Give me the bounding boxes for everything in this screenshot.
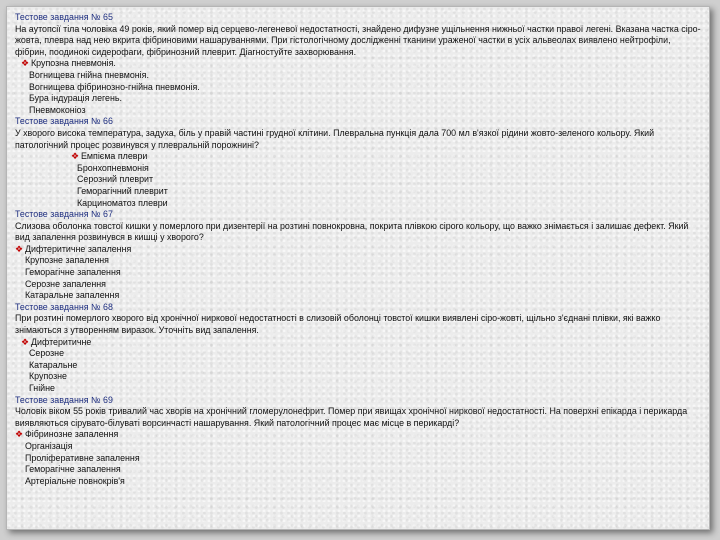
question-body: Чоловік віком 55 років тривалий час хворів на хронічний гломерулонефрит. Помер при явищах хронічної ниркової недостатності. На поверхні епікарда і перикарда виявляються сірувато-білуваті ворсинчасті нашарування. Який патологічний процес має місце в перикарді? [15, 406, 688, 428]
slide [6, 6, 710, 530]
answer-option-correct: ❖ Емпієма плеври [71, 151, 148, 162]
answer-option: Артеріальне повнокрів'я [25, 475, 125, 486]
answer-option: Геморагічне запалення [25, 267, 121, 278]
answer-option: Серозне [29, 348, 65, 359]
answer-option: Карциноматоз плеври [77, 197, 168, 208]
answer-option-correct: ❖ Крупозна пневмонія. [21, 58, 116, 69]
question-title: Тестове завдання № 69 [15, 394, 113, 405]
diamond-bullet-icon: ❖ [15, 429, 24, 440]
question-title: Тестове завдання № 68 [15, 301, 113, 312]
question-title: Тестове завдання № 65 [15, 12, 113, 22]
question-title: Тестове завдання № 66 [15, 116, 113, 127]
diamond-bullet-icon: ❖ [21, 336, 30, 347]
answer-option: Вогнищева гнійна пневмонія. [29, 69, 149, 80]
diamond-bullet-icon: ❖ [71, 151, 80, 162]
answer-option: Серозний плеврит [77, 174, 154, 185]
answer-option: Крупозне [29, 371, 67, 382]
answer-option-correct: ❖ Фібринозне запалення [15, 429, 119, 440]
question-title: Тестове завдання № 67 [15, 209, 113, 220]
answer-option: Катаральне запалення [25, 290, 120, 301]
question-body: На аутопсії тіла чоловіка 49 років, який помер від серцево-легеневої недостатності, знайдено дифузне ущільнення нижньої частки правої легені. Вказана частка сіро-жовта, плевра над нею вкрита фібриновими нашаруваннями. При гістологічному дослідженні тканини ураженої частки в усіх альвеолах виявлено нейтрофіли, фібрин, поодинокі сидерофаги, фібринозний плеврит. Діагностуйте захворювання. [15, 23, 701, 57]
answer-option: Пневмоконіоз [29, 104, 86, 115]
answer-option-correct: ❖ Дифтеритичне запалення [15, 243, 132, 254]
answer-option: Проліферативне запалення [25, 452, 140, 463]
answer-option: Бронхопневмонія [77, 162, 149, 173]
answer-option: Катаральне [29, 359, 78, 370]
answer-option: Серозне запалення [25, 278, 106, 289]
answer-option: Вогнищева фібринозно-гнійна пневмонія. [29, 81, 200, 92]
answer-option: Геморагічне запалення [25, 464, 121, 475]
question-body: При розтині померлого хворого від хронічної ниркової недостатності в слизовій оболонці товстої кишки виявлені сіро-жовті, щільно з'єднані плівки, які важко знімаються з утворенням виразок. Уточніть вид запалення. [15, 313, 661, 336]
slide-content [15, 12, 701, 487]
diamond-bullet-icon: ❖ [15, 243, 24, 254]
answer-option: Бура індурація легень. [29, 93, 122, 104]
answer-option-correct: ❖ Дифтеритичне [21, 336, 92, 347]
answer-option: Гнійне [29, 383, 55, 393]
question-body: Слизова оболонка товстої кишки у померлого при дизентерії на розтині повнокровна, покрита плівкою сірого кольору, що важко знімається і залишає дефект. Який вид запалення розвинувся в кишці у хворого? [15, 220, 689, 243]
question-body: У хворого висока температура, задуха, біль у правій частині грудної клітини. Плевральна пункція дала 700 мл в'язкої рідини жовто-зеленого кольору. Який патологічний процес розвинувся у плевральній порожнині? [15, 127, 655, 150]
answer-option: Крупозне запалення [25, 255, 109, 266]
answer-option: Організація [25, 440, 73, 451]
diamond-bullet-icon: ❖ [21, 58, 30, 69]
answer-option: Геморагічний плеврит [77, 185, 168, 196]
